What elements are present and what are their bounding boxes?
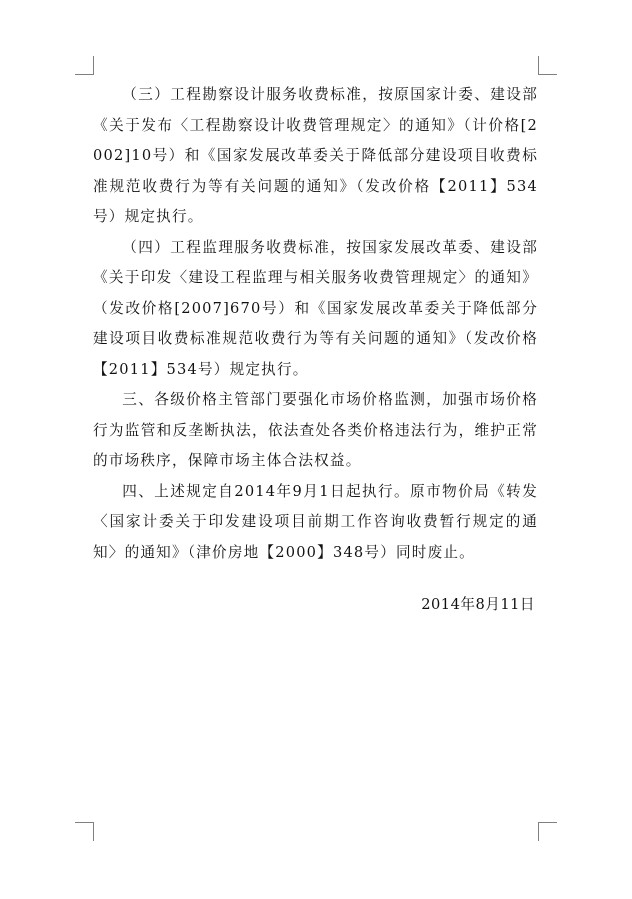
paragraph-price-supervision[interactable]: 三、各级价格主管部门要强化市场价格监测，加强市场价格行为监管和反垄断执法，依法查处各类价格违法行为，维护正常的市场秩序，保障市场主体合法权益。 [93,391,538,469]
paragraph-effective-date[interactable]: 四、上述规定自2014年9月1日起执行。原市物价局《转发〈国家计委关于印发建设项目前期工作咨询收费暂行规定的通知〉的通知》（津价房地【2000】348号）同时废止。 [93,482,538,561]
paragraph-supervision-fees[interactable]: （四）工程监理服务收费标准，按国家发展改革委、建设部《关于印发〈建设工程监理与相关服务收费管理规定〉的通知》（发改价格[2007]670号）和《国家发展改革委关于降低部分建设项目收费标准规范收费行为等有关问题的通知》（发改价格【2011】534号）规定执行。 [93,238,538,378]
document-body[interactable] [93,80,538,568]
document-date[interactable]: 2014年8月11日 [421,596,535,613]
paragraph-survey-design-fees[interactable]: （三）工程勘察设计服务收费标准，按原国家计委、建设部《关于发布〈工程勘察设计收费管理规定〉的通知》（计价格[2002]10号）和《国家发展改革委关于降低部分建设项目收费标准规范收费行为等有关问题的通知》（发改价格【2011】534号）规定执行。 [93,86,538,225]
crop-mark-bottom-right [538,822,557,841]
crop-mark-top-left [75,56,94,75]
crop-mark-bottom-left [75,822,94,841]
crop-mark-top-right [538,56,557,75]
